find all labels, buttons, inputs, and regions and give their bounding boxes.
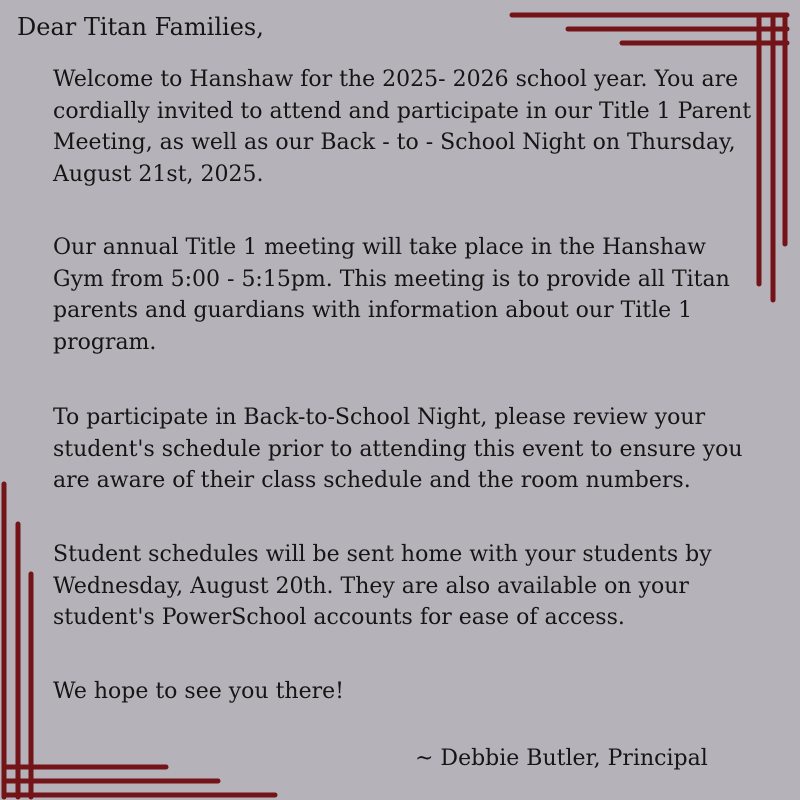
paragraph-line: student's schedule prior to attending this event to ensure you — [53, 436, 743, 462]
paragraph-line: Student schedules will be sent home with your students by — [53, 542, 712, 567]
paragraph-student-schedules — [53, 539, 712, 634]
paragraph-line: To participate in Back-to-School Night, please review your — [53, 405, 706, 430]
paragraph-line: student's PowerSchool accounts for ease of access. — [53, 605, 625, 630]
paragraph-closing — [53, 676, 344, 708]
paragraph-line: Wednesday, August 20th. They are also available on your — [53, 573, 689, 599]
letter-signature: ~ Debbie Butler, Principal — [415, 746, 708, 771]
paragraph-line: cordially invited to attend and participate in our Title 1 Parent — [53, 98, 752, 124]
paragraph-back-to-school-night — [53, 402, 743, 497]
paragraph-line: Welcome to Hanshaw for the 2025- 2026 school year. You are — [53, 67, 739, 92]
paragraph-line: program. — [53, 329, 157, 355]
letter-greeting: Dear Titan Families, — [17, 13, 264, 41]
paragraph-line: Meeting, as well as our Back - to - School Night on Thursday, — [53, 130, 736, 155]
paragraph-welcome — [53, 64, 751, 190]
paragraph-line: August 21st, 2025. — [53, 161, 264, 187]
paragraph-title-1-meeting — [53, 232, 730, 358]
paragraph-line: Gym from 5:00 - 5:15pm. This meeting is to provide all Titan — [53, 266, 730, 292]
paragraph-line: We hope to see you there! — [53, 679, 344, 704]
paragraph-line: parents and guardians with information about our Title 1 — [53, 298, 693, 323]
paragraph-line: Our annual Title 1 meeting will take place in the Hanshaw — [53, 235, 706, 260]
paragraph-line: are aware of their class schedule and the room numbers. — [53, 468, 691, 493]
